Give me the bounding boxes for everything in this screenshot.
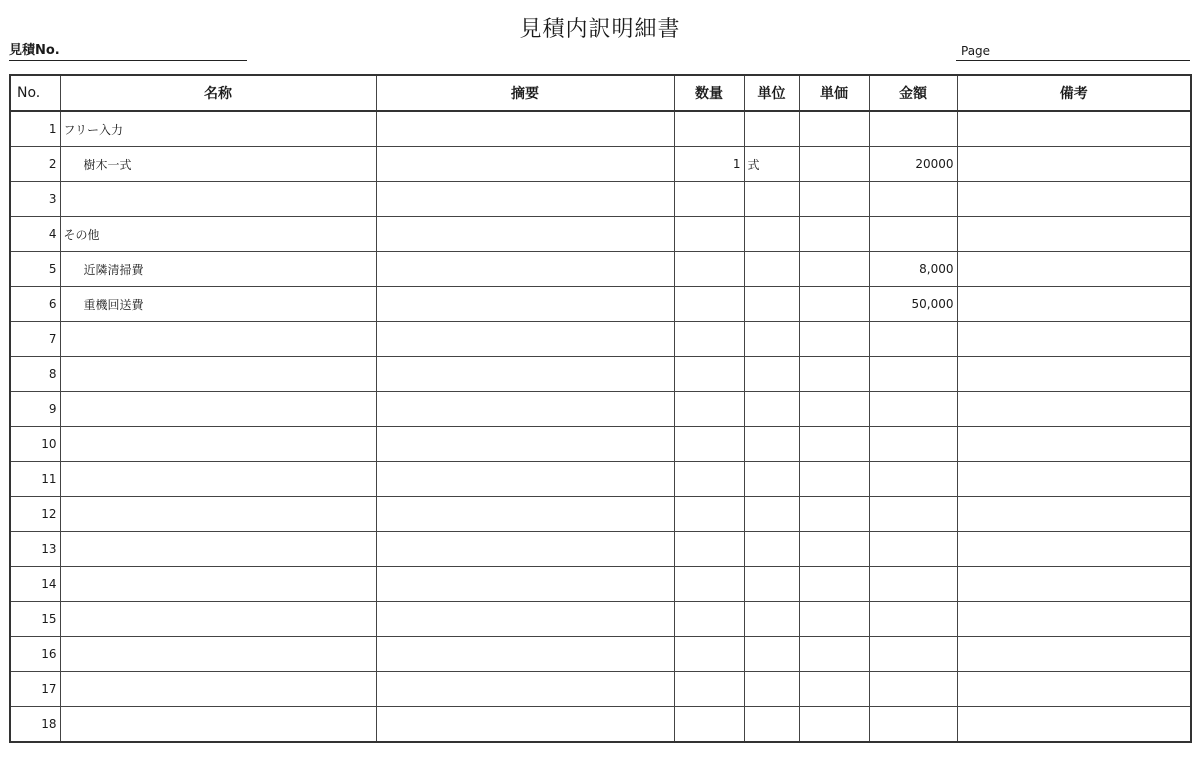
- unit-price-cell[interactable]: [799, 497, 869, 532]
- quantity-cell[interactable]: [674, 497, 744, 532]
- summary-cell[interactable]: [376, 567, 674, 602]
- column-header-amount: 金額: [869, 75, 957, 111]
- quantity-cell[interactable]: [674, 672, 744, 707]
- remarks-cell[interactable]: [957, 392, 1191, 427]
- quantity-cell[interactable]: [674, 357, 744, 392]
- row-number-cell: 12: [10, 497, 60, 532]
- name-cell[interactable]: [60, 111, 376, 147]
- summary-cell[interactable]: [376, 602, 674, 637]
- unit-cell[interactable]: [744, 567, 799, 602]
- row-number-cell: 1: [10, 111, 60, 147]
- amount-cell[interactable]: [869, 217, 957, 252]
- unit-cell[interactable]: [744, 707, 799, 743]
- name-cell[interactable]: [60, 392, 376, 427]
- amount-cell[interactable]: [869, 392, 957, 427]
- table-row: [10, 111, 1191, 147]
- unit-price-cell[interactable]: [799, 532, 869, 567]
- unit-price-cell[interactable]: [799, 707, 869, 743]
- remarks-cell[interactable]: [957, 602, 1191, 637]
- row-number-cell: 14: [10, 567, 60, 602]
- amount-cell[interactable]: [869, 427, 957, 462]
- name-cell[interactable]: [60, 322, 376, 357]
- table-row: [10, 357, 1191, 392]
- table-row: [10, 217, 1191, 252]
- remarks-cell[interactable]: [957, 497, 1191, 532]
- table-row: [10, 532, 1191, 567]
- table-row: [10, 322, 1191, 357]
- quantity-cell[interactable]: [674, 392, 744, 427]
- table-row: [10, 147, 1191, 182]
- amount-cell[interactable]: [869, 707, 957, 743]
- item-name-text: フリー入力: [63, 122, 124, 137]
- unit-cell[interactable]: [744, 217, 799, 252]
- unit-cell[interactable]: [744, 111, 799, 147]
- row-number-cell: 15: [10, 602, 60, 637]
- remarks-cell[interactable]: [957, 427, 1191, 462]
- amount-cell[interactable]: [869, 567, 957, 602]
- column-header-unit-price: 単価: [799, 75, 869, 111]
- row-number-cell: 4: [10, 217, 60, 252]
- quantity-cell[interactable]: [674, 637, 744, 672]
- unit-cell[interactable]: [744, 357, 799, 392]
- summary-cell[interactable]: [376, 217, 674, 252]
- remarks-cell[interactable]: [957, 532, 1191, 567]
- item-name-text: その他: [63, 227, 100, 242]
- column-header-no: No.: [10, 75, 60, 111]
- summary-cell[interactable]: [376, 672, 674, 707]
- name-cell[interactable]: [60, 532, 376, 567]
- table-row: [10, 602, 1191, 637]
- summary-cell[interactable]: [376, 707, 674, 743]
- row-number-cell: 18: [10, 707, 60, 743]
- unit-price-cell[interactable]: [799, 462, 869, 497]
- name-cell[interactable]: [60, 707, 376, 743]
- amount-cell[interactable]: 8,000: [869, 252, 957, 287]
- table-row: [10, 182, 1191, 217]
- quantity-cell[interactable]: [674, 322, 744, 357]
- name-cell[interactable]: [60, 182, 376, 217]
- name-cell[interactable]: [60, 287, 376, 322]
- row-number-cell: 11: [10, 462, 60, 497]
- unit-cell[interactable]: [744, 392, 799, 427]
- name-cell[interactable]: [60, 462, 376, 497]
- quantity-cell[interactable]: [674, 427, 744, 462]
- summary-cell[interactable]: [376, 462, 674, 497]
- remarks-cell[interactable]: [957, 462, 1191, 497]
- name-cell[interactable]: [60, 147, 376, 182]
- quantity-cell[interactable]: [674, 602, 744, 637]
- remarks-cell[interactable]: [957, 637, 1191, 672]
- name-cell[interactable]: [60, 252, 376, 287]
- remarks-cell[interactable]: [957, 567, 1191, 602]
- table-row: [10, 287, 1191, 322]
- row-number-cell: 3: [10, 182, 60, 217]
- summary-cell[interactable]: [376, 497, 674, 532]
- item-name-text: 重機回送費: [83, 297, 144, 312]
- unit-cell[interactable]: [744, 672, 799, 707]
- name-cell[interactable]: [60, 427, 376, 462]
- remarks-cell[interactable]: [957, 672, 1191, 707]
- unit-cell[interactable]: [744, 637, 799, 672]
- row-number-cell: 2: [10, 147, 60, 182]
- amount-cell[interactable]: [869, 322, 957, 357]
- quantity-cell[interactable]: [674, 111, 744, 147]
- unit-cell[interactable]: [744, 602, 799, 637]
- unit-cell[interactable]: [744, 497, 799, 532]
- remarks-cell[interactable]: [957, 182, 1191, 217]
- summary-cell[interactable]: [376, 532, 674, 567]
- row-number-cell: 16: [10, 637, 60, 672]
- amount-cell[interactable]: [869, 497, 957, 532]
- amount-cell[interactable]: 20000: [869, 147, 957, 182]
- summary-cell[interactable]: [376, 147, 674, 182]
- table-row: [10, 427, 1191, 462]
- unit-price-cell[interactable]: [799, 357, 869, 392]
- amount-cell[interactable]: [869, 111, 957, 147]
- name-cell[interactable]: [60, 497, 376, 532]
- unit-price-cell[interactable]: [799, 287, 869, 322]
- summary-cell[interactable]: [376, 287, 674, 322]
- row-number-cell: 8: [10, 357, 60, 392]
- quantity-cell[interactable]: [674, 217, 744, 252]
- unit-cell[interactable]: 式: [744, 147, 799, 182]
- unit-cell[interactable]: [744, 182, 799, 217]
- table-row: [10, 392, 1191, 427]
- amount-cell[interactable]: [869, 532, 957, 567]
- summary-cell[interactable]: [376, 357, 674, 392]
- column-header-quantity: 数量: [674, 75, 744, 111]
- summary-cell[interactable]: [376, 252, 674, 287]
- quantity-cell[interactable]: [674, 287, 744, 322]
- column-header-summary: 摘要: [376, 75, 674, 111]
- row-number-cell: 6: [10, 287, 60, 322]
- name-cell[interactable]: [60, 357, 376, 392]
- unit-cell[interactable]: [744, 532, 799, 567]
- row-number-cell: 13: [10, 532, 60, 567]
- table-header-row: [10, 75, 1191, 111]
- column-header-remarks: 備考: [957, 75, 1191, 111]
- remarks-cell[interactable]: [957, 147, 1191, 182]
- summary-cell[interactable]: [376, 182, 674, 217]
- name-cell[interactable]: [60, 567, 376, 602]
- row-number-cell: 5: [10, 252, 60, 287]
- remarks-cell[interactable]: [957, 252, 1191, 287]
- amount-cell[interactable]: [869, 357, 957, 392]
- table-row: [10, 637, 1191, 672]
- unit-price-cell[interactable]: [799, 322, 869, 357]
- name-cell[interactable]: [60, 602, 376, 637]
- quantity-cell[interactable]: [674, 462, 744, 497]
- quantity-cell[interactable]: [674, 252, 744, 287]
- summary-cell[interactable]: [376, 322, 674, 357]
- unit-cell[interactable]: [744, 252, 799, 287]
- unit-price-cell[interactable]: [799, 111, 869, 147]
- remarks-cell[interactable]: [957, 111, 1191, 147]
- remarks-cell[interactable]: [957, 707, 1191, 743]
- unit-price-cell[interactable]: [799, 182, 869, 217]
- unit-price-cell[interactable]: [799, 392, 869, 427]
- amount-cell[interactable]: [869, 672, 957, 707]
- amount-cell[interactable]: [869, 602, 957, 637]
- unit-price-cell[interactable]: [799, 217, 869, 252]
- remarks-cell[interactable]: [957, 217, 1191, 252]
- estimate-number-field[interactable]: [9, 42, 247, 61]
- column-header-unit: 単位: [744, 75, 799, 111]
- table-row: [10, 707, 1191, 743]
- unit-price-cell[interactable]: [799, 252, 869, 287]
- amount-cell[interactable]: 50,000: [869, 287, 957, 322]
- table-row: [10, 252, 1191, 287]
- quantity-cell[interactable]: 1: [674, 147, 744, 182]
- document-title: 見積内訳明細書: [519, 17, 681, 42]
- row-number-cell: 17: [10, 672, 60, 707]
- quantity-cell[interactable]: [674, 567, 744, 602]
- unit-price-cell[interactable]: [799, 672, 869, 707]
- row-number-cell: 9: [10, 392, 60, 427]
- page-label: Page: [961, 44, 991, 58]
- quantity-cell[interactable]: [674, 707, 744, 743]
- remarks-cell[interactable]: [957, 357, 1191, 392]
- item-name-text: 樹木一式: [83, 157, 132, 172]
- name-cell[interactable]: [60, 637, 376, 672]
- name-cell[interactable]: [60, 672, 376, 707]
- unit-price-cell[interactable]: [799, 567, 869, 602]
- unit-cell[interactable]: [744, 427, 799, 462]
- name-cell[interactable]: [60, 217, 376, 252]
- estimate-number-label: 見積No.: [9, 43, 60, 58]
- amount-cell[interactable]: [869, 462, 957, 497]
- quantity-cell[interactable]: [674, 532, 744, 567]
- summary-cell[interactable]: [376, 392, 674, 427]
- unit-cell[interactable]: [744, 322, 799, 357]
- summary-cell[interactable]: [376, 111, 674, 147]
- remarks-cell[interactable]: [957, 322, 1191, 357]
- table-row: [10, 567, 1191, 602]
- column-header-name: 名称: [60, 75, 376, 111]
- item-name-text: 近隣清掃費: [83, 262, 144, 277]
- unit-cell[interactable]: [744, 462, 799, 497]
- page-number-field[interactable]: [956, 42, 1190, 61]
- quantity-cell[interactable]: [674, 182, 744, 217]
- table-row: [10, 462, 1191, 497]
- table-row: [10, 497, 1191, 532]
- remarks-cell[interactable]: [957, 287, 1191, 322]
- row-number-cell: 10: [10, 427, 60, 462]
- row-number-cell: 7: [10, 322, 60, 357]
- unit-cell[interactable]: [744, 287, 799, 322]
- unit-price-cell[interactable]: [799, 147, 869, 182]
- amount-cell[interactable]: [869, 182, 957, 217]
- unit-price-cell[interactable]: [799, 602, 869, 637]
- unit-price-cell[interactable]: [799, 637, 869, 672]
- estimate-detail-table: [9, 74, 1192, 743]
- amount-cell[interactable]: [869, 637, 957, 672]
- summary-cell[interactable]: [376, 637, 674, 672]
- unit-price-cell[interactable]: [799, 427, 869, 462]
- table-row: [10, 672, 1191, 707]
- summary-cell[interactable]: [376, 427, 674, 462]
